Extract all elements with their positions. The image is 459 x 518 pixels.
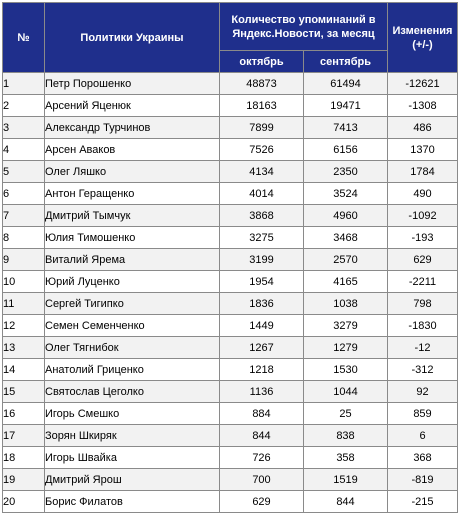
september-count: 1044 [304, 381, 388, 403]
row-number: 3 [3, 117, 45, 139]
table-row [3, 73, 458, 95]
row-number: 6 [3, 183, 45, 205]
table-row [3, 447, 458, 469]
politician-name: Антон Геращенко [45, 183, 220, 205]
politician-name: Святослав Цеголко [45, 381, 220, 403]
september-count: 6156 [304, 139, 388, 161]
september-count: 61494 [304, 73, 388, 95]
row-number: 10 [3, 271, 45, 293]
row-number: 20 [3, 491, 45, 513]
table-row [3, 381, 458, 403]
october-count: 726 [220, 447, 304, 469]
politician-name: Семен Семенченко [45, 315, 220, 337]
september-count: 838 [304, 425, 388, 447]
change-value: -193 [388, 227, 458, 249]
table-row [3, 161, 458, 183]
header-october: октябрь [220, 51, 304, 73]
politician-name: Дмитрий Ярош [45, 469, 220, 491]
table-row [3, 469, 458, 491]
table-header [3, 3, 458, 73]
row-number: 7 [3, 205, 45, 227]
table-row [3, 227, 458, 249]
politician-name: Петр Порошенко [45, 73, 220, 95]
october-count: 1954 [220, 271, 304, 293]
september-count: 1530 [304, 359, 388, 381]
october-count: 48873 [220, 73, 304, 95]
row-number: 16 [3, 403, 45, 425]
change-value: 859 [388, 403, 458, 425]
table-body [3, 73, 458, 513]
table-row [3, 139, 458, 161]
politician-name: Дмитрий Тымчук [45, 205, 220, 227]
table-row [3, 293, 458, 315]
politician-name: Игорь Смешко [45, 403, 220, 425]
politicians-mentions-table [2, 2, 458, 513]
october-count: 700 [220, 469, 304, 491]
change-value: 1370 [388, 139, 458, 161]
change-value: -819 [388, 469, 458, 491]
row-number: 13 [3, 337, 45, 359]
change-value: 486 [388, 117, 458, 139]
row-number: 18 [3, 447, 45, 469]
september-count: 1038 [304, 293, 388, 315]
change-value: 629 [388, 249, 458, 271]
header-num: № [3, 3, 45, 73]
politician-name: Сергей Тигипко [45, 293, 220, 315]
september-count: 7413 [304, 117, 388, 139]
change-value: 798 [388, 293, 458, 315]
header-mentions: Количество упоминаний в Яндекс.Новости, за месяц [220, 3, 388, 51]
politician-name: Олег Ляшко [45, 161, 220, 183]
september-count: 3524 [304, 183, 388, 205]
table-row [3, 337, 458, 359]
october-count: 4134 [220, 161, 304, 183]
politician-name: Юрий Луценко [45, 271, 220, 293]
september-count: 25 [304, 403, 388, 425]
october-count: 844 [220, 425, 304, 447]
october-count: 1449 [220, 315, 304, 337]
politician-name: Арсений Яценюк [45, 95, 220, 117]
row-number: 15 [3, 381, 45, 403]
header-politician: Политики Украины [45, 3, 220, 73]
change-value: -2211 [388, 271, 458, 293]
table-row [3, 249, 458, 271]
change-value: -12621 [388, 73, 458, 95]
october-count: 884 [220, 403, 304, 425]
september-count: 844 [304, 491, 388, 513]
row-number: 11 [3, 293, 45, 315]
change-value: -1308 [388, 95, 458, 117]
table-row [3, 117, 458, 139]
header-change: Изменения (+/-) [388, 3, 458, 73]
september-count: 1519 [304, 469, 388, 491]
row-number: 2 [3, 95, 45, 117]
table-row [3, 271, 458, 293]
politician-name: Олег Тягнибок [45, 337, 220, 359]
politician-name: Зорян Шкиряк [45, 425, 220, 447]
row-number: 9 [3, 249, 45, 271]
september-count: 4960 [304, 205, 388, 227]
change-value: 92 [388, 381, 458, 403]
change-value: -12 [388, 337, 458, 359]
table-row [3, 359, 458, 381]
row-number: 17 [3, 425, 45, 447]
table-row [3, 95, 458, 117]
october-count: 18163 [220, 95, 304, 117]
row-number: 14 [3, 359, 45, 381]
october-count: 1218 [220, 359, 304, 381]
change-value: -1092 [388, 205, 458, 227]
october-count: 7899 [220, 117, 304, 139]
table-row [3, 315, 458, 337]
row-number: 19 [3, 469, 45, 491]
september-count: 19471 [304, 95, 388, 117]
change-value: 368 [388, 447, 458, 469]
september-count: 3468 [304, 227, 388, 249]
october-count: 3275 [220, 227, 304, 249]
change-value: 6 [388, 425, 458, 447]
row-number: 8 [3, 227, 45, 249]
politician-name: Анатолий Гриценко [45, 359, 220, 381]
october-count: 7526 [220, 139, 304, 161]
october-count: 629 [220, 491, 304, 513]
september-count: 3279 [304, 315, 388, 337]
table-row [3, 491, 458, 513]
october-count: 3868 [220, 205, 304, 227]
header-september: сентябрь [304, 51, 388, 73]
change-value: -312 [388, 359, 458, 381]
politician-name: Борис Филатов [45, 491, 220, 513]
change-value: 490 [388, 183, 458, 205]
row-number: 5 [3, 161, 45, 183]
october-count: 3199 [220, 249, 304, 271]
october-count: 1836 [220, 293, 304, 315]
september-count: 1279 [304, 337, 388, 359]
october-count: 1136 [220, 381, 304, 403]
september-count: 2570 [304, 249, 388, 271]
table-row [3, 403, 458, 425]
politician-name: Арсен Аваков [45, 139, 220, 161]
change-value: -1830 [388, 315, 458, 337]
table-row [3, 425, 458, 447]
september-count: 358 [304, 447, 388, 469]
politician-name: Юлия Тимошенко [45, 227, 220, 249]
september-count: 4165 [304, 271, 388, 293]
october-count: 1267 [220, 337, 304, 359]
row-number: 12 [3, 315, 45, 337]
change-value: -215 [388, 491, 458, 513]
politician-name: Александр Турчинов [45, 117, 220, 139]
change-value: 1784 [388, 161, 458, 183]
row-number: 4 [3, 139, 45, 161]
row-number: 1 [3, 73, 45, 95]
table-row [3, 183, 458, 205]
table-row [3, 205, 458, 227]
october-count: 4014 [220, 183, 304, 205]
september-count: 2350 [304, 161, 388, 183]
politician-name: Игорь Швайка [45, 447, 220, 469]
politician-name: Виталий Ярема [45, 249, 220, 271]
